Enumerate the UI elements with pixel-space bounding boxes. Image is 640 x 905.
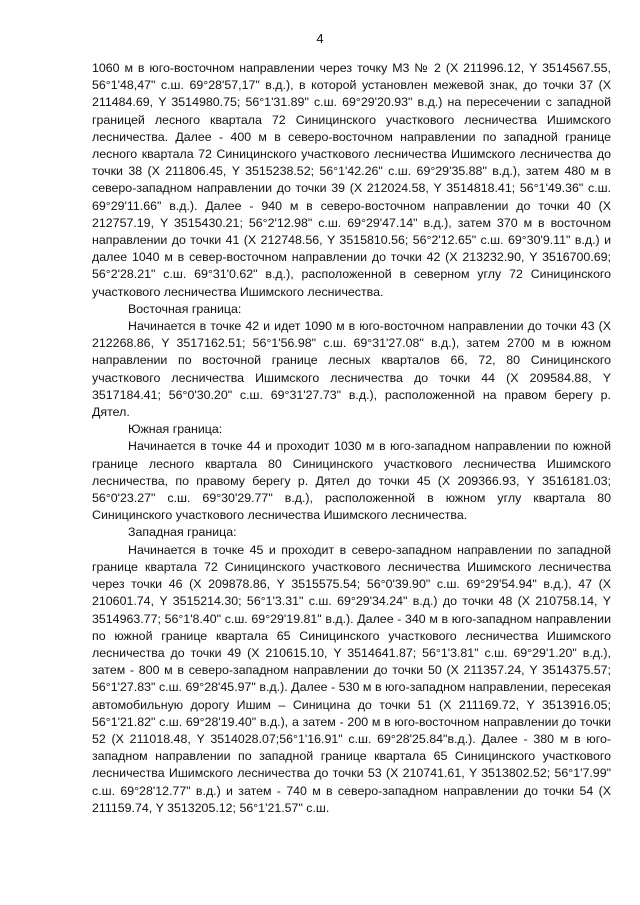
heading-west-boundary: Западная граница: (128, 525, 237, 540)
heading-east-boundary: Восточная граница: (128, 301, 242, 316)
paragraph-south-boundary: Начинается в точке 44 и проходит 1030 м в юго-западном направлении по южной границе лесного квартала 80 Синицинского участкового лесничества Ишимского лесничества, по правому берегу р. Дятел до точки 45 (Х 209366.93, Y 3516181.03; 56°0'23.27" с.ш. 69°30'29.77" в.д.), расположенной в южном углу квартала 80 Синицинского участкового лесничества Ишимского лесничества. (92, 439, 611, 523)
paragraph-east-boundary: Начинается в точке 42 и идет 1090 м в юго-восточном направлении до точки 43 (Х 212268.86, Y 3517162.51; 56°1'56.98" с.ш. 69°31'27.08" в.д.), затем 2700 м в южном направлении по восточной границе лесных кварталов 66, 72, 80 Синицинского участкового лесничества Ишимского лесничества до точки 44 (Х 209584.88, Y 3517184.41; 56°0'30.20" с.ш. 69°31'27.73" в.д.), расположенной на правом берегу р. Дятел. (92, 319, 611, 420)
page-number: 4 (316, 31, 324, 46)
document-body (92, 60, 611, 817)
heading-south-boundary: Южная граница: (128, 422, 223, 437)
paragraph-west-boundary: Начинается в точке 45 и проходит в северо-западном направлении по западной границе квартала 72 Синицинского участкового лесничества Ишимского лесничества через точки 46 (Х 209878.86, Y 3515575.54; 56°0'39.90" с.ш. 69°29'54.94" в.д.), 47 (Х 210601.74, Y 3515214.30; 56°1'3.31" с.ш. 69°29'34.24" в.д.) до точки 48 (Х 210758.14, Y 3514963.77; 56°1'8.40" с.ш. 69°29'19.81" в.д.). Далее - 340 м в юго-западном направлении по южной границе квартала 65 Синицинского участкового лесничества Ишимского лесничества до точки 49 (Х 210615.10, Y 3514641.87; 56°1'3.81" с.ш. 69°29'1.20" в.д.), затем - 800 м в северо-западном направлении до точки 50 (Х 211357.24, Y 3514375.57; 56°1'27.83" с.ш. 69°28'45.97" в.д.). Далее - 530 м в юго-западном направлении, пересекая автомобильную дорогу Ишим – Синицина до точки 51 (Х 211169.72, Y 3513916.05; 56°1'21.82" с.ш. 69°28'19.40" в.д.), а затем - 200 м в юго-восточном направлении до точки 52 (Х 211018.48, Y 3514028.07;56°1'16.91" с.ш. 69°28'25.84"в.д.). Далее - 380 м в юго-западном направлении по западной границе квартала 65 Синицинского участкового лесничества Ишимского лесничества до точки 53 (Х 210741.61, Y 3513802.52; 56°1'7.99" с.ш. 69°28'12.77" в.д.) и затем - 740 м в северо-западном направлении до точки 54 (Х 211159.74, Y 3513205.12; 56°1'21.57" с.ш. (92, 542, 611, 815)
paragraph-north-boundary-continued: 1060 м в юго-восточном направлении через точку М3 № 2 (Х 211996.12, Y 3514567.55, 56°1'48,47" с.ш. 69°28'57,17" в.д.), в которой установлен межевой знак, до точки 37 (Х 211484.69, Y 3514980.75; 56°1'31.89" с.ш. 69°29'20.93" в.д.) на пересечении с западной границей лесного квартала 72 Синицинского участкового лесничества Ишимского лесничества. Далее - 400 м в северо-восточном направлении по западной границе лесного квартала 72 Синицинского участкового лесничества Ишимского лесничества до точки 38 (Х 211806.45, Y 3515238.52; 56°1'42.26" с.ш. 69°29'35.88" в.д.), затем 480 м в северо-западном направлении до точки 39 (Х 212024.58, Y 3514818.41; 56°1'49.36" с.ш. 69°29'11.66" в.д.). Далее - 940 м в северо-восточном направлении до точки 40 (Х 212757.19, Y 3515430.21; 56°2'12.98" с.ш. 69°29'47.14" в.д.), затем 370 м в восточном направлении до точки 41 (Х 212748.56, Y 3515810.56; 56°2'12.65" с.ш. 69°30'9.11" в.д.) и далее 1040 м в север-восточном направлении до точки 42 (Х 213232.90, Y 3516700.69; 56°2'28.21" с.ш. 69°31'0.62" в.д.), расположенной в северном углу 72 Синицинского участкового лесничества Ишимского лесничества. (92, 61, 611, 299)
